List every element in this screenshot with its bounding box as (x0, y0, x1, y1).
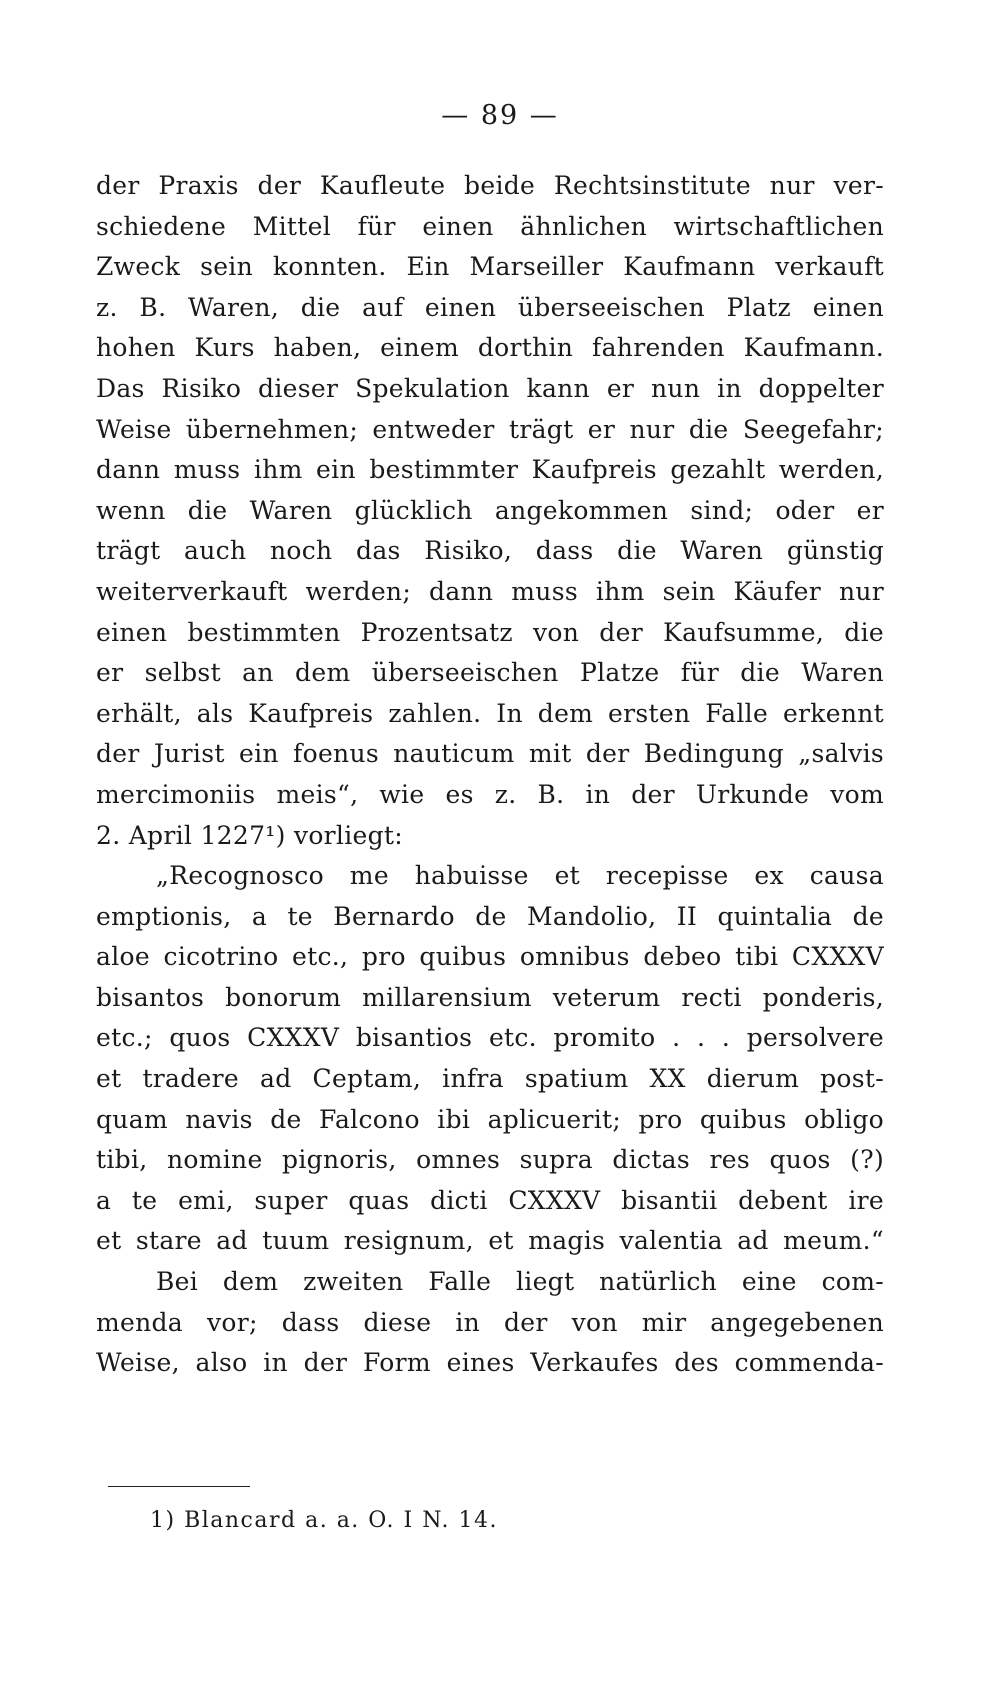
text-line: menda vor; dass diese in der von mir angegebenen (96, 1307, 884, 1337)
footnote: 1) Blancard a. a. O. I N. 14. (150, 1508, 499, 1533)
text-line: Bei dem zweiten Falle liegt natürlich eine com- (156, 1267, 884, 1297)
text-line: mercimoniis meis“, wie es z. B. in der Urkunde vom (96, 779, 884, 809)
text-line: hohen Kurs haben, einem dorthin fahrenden Kaufmann. (96, 333, 884, 363)
page-number: — 89 — (441, 100, 559, 131)
body-text (96, 166, 884, 1384)
quote-line: bisantos bonorum millarensium veterum recti ponderis, (96, 982, 884, 1012)
text-line: schiedene Mittel für einen ähnlichen wirtschaftlichen (96, 211, 884, 241)
quote-line: quam navis de Falcono ibi aplicuerit; pro quibus obligo (96, 1104, 884, 1134)
text-line: Weise, also in der Form eines Verkaufes des commenda- (96, 1348, 884, 1378)
quote-line: et tradere ad Ceptam, infra spatium XX dierum post- (96, 1064, 884, 1094)
text-line: der Jurist ein foenus nauticum mit der Bedingung „salvis (96, 739, 884, 769)
text-line: er selbst an dem überseeischen Platze für die Waren (96, 658, 884, 688)
quote-line: aloe cicotrino etc., pro quibus omnibus debeo tibi CXXXV (96, 942, 884, 972)
text-line: erhält, als Kaufpreis zahlen. In dem ersten Falle erkennt (96, 698, 884, 728)
text-line: 2. April 1227¹) vorliegt: (96, 820, 403, 850)
text-line: Weise übernehmen; entweder trägt er nur die Seegefahr; (96, 414, 884, 444)
text-line: einen bestimmten Prozentsatz von der Kaufsumme, die (96, 617, 884, 647)
text-line: der Praxis der Kaufleute beide Rechtsinstitute nur ver- (96, 171, 884, 200)
quote-line: a te emi, super quas dicti CXXXV bisantii debent ire (96, 1185, 884, 1215)
text-line: Das Risiko dieser Spekulation kann er nun in doppelter (96, 373, 884, 403)
footnote-divider (108, 1486, 250, 1487)
quote-line: etc.; quos CXXXV bisantios etc. promito . . . persolvere (96, 1023, 884, 1053)
text-line: weiterverkauft werden; dann muss ihm sein Käufer nur (96, 576, 884, 606)
quote-line: tibi, nomine pignoris, omnes supra dictas res quos (?) (96, 1145, 884, 1175)
text-line: Zweck sein konnten. Ein Marseiller Kaufmann verkauft (96, 252, 884, 282)
quote-line: et stare ad tuum resignum, et magis valentia ad meum.“ (96, 1226, 884, 1256)
quote-line: emptionis, a te Bernardo de Mandolio, II quintalia de (96, 901, 884, 931)
quote-line: „Recognosco me habuisse et recepisse ex causa (156, 861, 884, 891)
text-line: z. B. Waren, die auf einen überseeischen Platz einen (96, 292, 884, 322)
text-line: dann muss ihm ein bestimmter Kaufpreis gezahlt werden, (96, 455, 884, 485)
text-line: trägt auch noch das Risiko, dass die Waren günstig (96, 536, 884, 566)
text-line: wenn die Waren glücklich angekommen sind; oder er (96, 495, 884, 525)
